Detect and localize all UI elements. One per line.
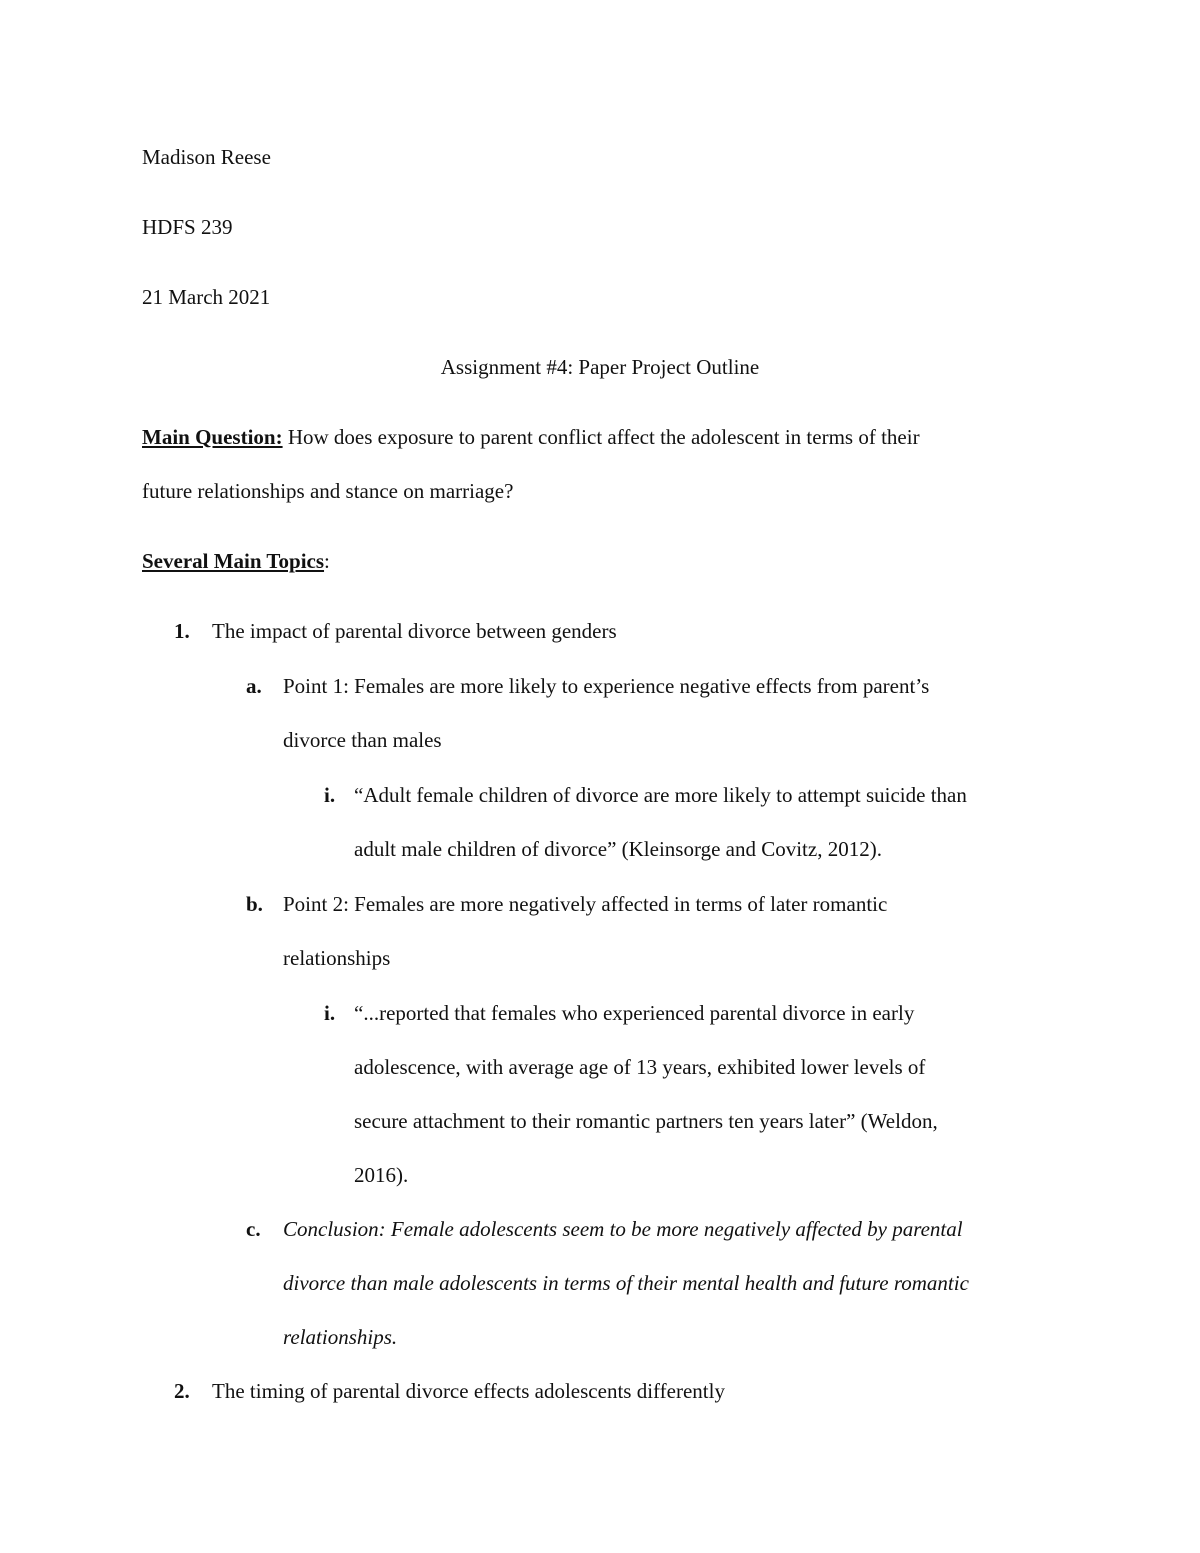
outline-item-1a-line2: divorce than males bbox=[283, 728, 442, 752]
outline-marker-2: 2. bbox=[174, 1379, 190, 1403]
main-question-label: Main Question: bbox=[142, 425, 283, 449]
main-question-line1 bbox=[142, 427, 920, 448]
conclusion-line1: Conclusion: Female adolescents seem to be more negatively affected by parental bbox=[283, 1217, 963, 1241]
outline-marker-1a: a. bbox=[246, 674, 262, 698]
quote-2-line2: adolescence, with average age of 13 years, exhibited lower levels of bbox=[354, 1055, 926, 1079]
outline-item-1-text: The impact of parental divorce between genders bbox=[212, 619, 617, 643]
outline-marker-1a-i: i. bbox=[324, 783, 336, 807]
main-question-line2: future relationships and stance on marriage? bbox=[142, 479, 514, 503]
quote-1-line1: “Adult female children of divorce are more likely to attempt suicide than bbox=[354, 783, 967, 807]
outline-marker-1b: b. bbox=[246, 892, 263, 916]
outline-item-2-text: The timing of parental divorce effects adolescents differently bbox=[212, 1379, 725, 1403]
document-date: 21 March 2021 bbox=[142, 285, 271, 309]
outline-item-1a-line1: Point 1: Females are more likely to experience negative effects from parent’s bbox=[283, 674, 930, 698]
quote-2-line3: secure attachment to their romantic partners ten years later” (Weldon, bbox=[354, 1109, 938, 1133]
topics-heading-suffix: : bbox=[324, 549, 330, 573]
quote-2-line1: “...reported that females who experienced parental divorce in early bbox=[354, 1001, 915, 1025]
outline-item-1b-line1: Point 2: Females are more negatively affected in terms of later romantic bbox=[283, 892, 888, 916]
topics-heading-label: Several Main Topics bbox=[142, 549, 325, 573]
main-question-text: How does exposure to parent conflict affect the adolescent in terms of their bbox=[282, 425, 920, 449]
document-title: Assignment #4: Paper Project Outline bbox=[440, 355, 760, 379]
outline-marker-1b-i: i. bbox=[324, 1001, 336, 1025]
author-name: Madison Reese bbox=[142, 145, 271, 169]
quote-1-line2: adult male children of divorce” (Kleinsorge and Covitz, 2012). bbox=[354, 837, 882, 861]
conclusion-line3: relationships. bbox=[283, 1325, 398, 1349]
conclusion-line2: divorce than male adolescents in terms of their mental health and future romantic bbox=[283, 1271, 969, 1295]
course-code: HDFS 239 bbox=[142, 215, 233, 239]
outline-marker-1c: c. bbox=[246, 1217, 261, 1241]
outline-marker-1: 1. bbox=[174, 619, 190, 643]
quote-2-line4: 2016). bbox=[354, 1163, 409, 1187]
topics-heading bbox=[142, 551, 330, 572]
outline-item-1b-line2: relationships bbox=[283, 946, 391, 970]
